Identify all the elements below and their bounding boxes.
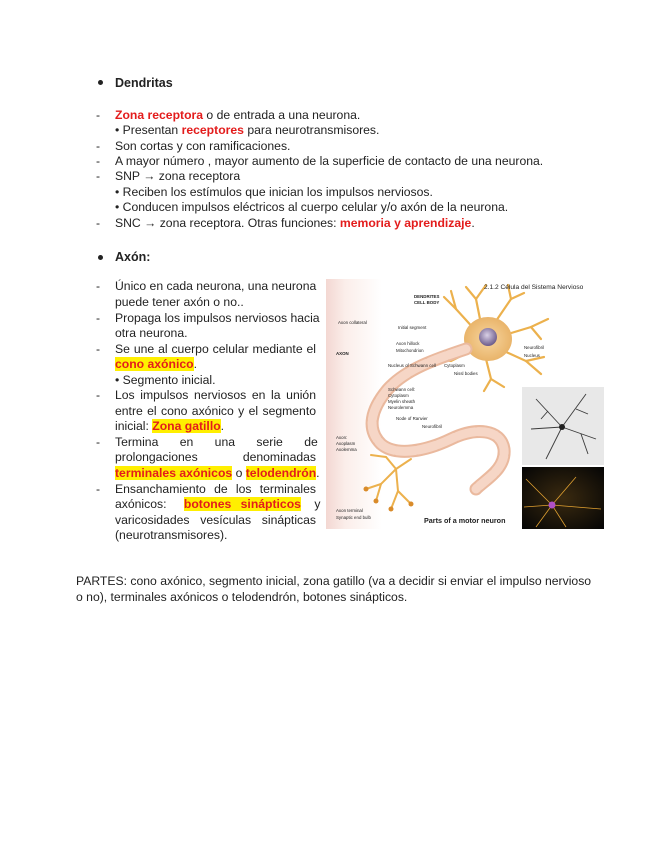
term-telodendron: telodendrón — [245, 466, 317, 480]
dendritas-item-7: • Conducen impulsos eléctricos al cuerpo celular y/o axón de la neurona. — [115, 200, 509, 214]
axon-line — [115, 466, 320, 482]
dash: - — [96, 388, 101, 402]
axon-line — [115, 419, 224, 435]
term-zona-receptora: Zona receptora — [115, 108, 204, 122]
text: o de entrada a una neurona. — [203, 108, 361, 122]
dendritas-item-3: Son cortas y con ramificaciones. — [115, 139, 291, 153]
label-nucleus: Nucleus — [524, 353, 540, 358]
synaptic-bulb — [364, 487, 369, 492]
label-axoplasm: Axoplasm — [336, 441, 356, 446]
label-nissl-bodies: Nissl bodies — [454, 371, 478, 376]
term-cono-axonico: cono axónico — [115, 357, 194, 371]
axon-line: varicosidades vesículas sinápticas — [115, 513, 316, 527]
axon-line: Termina en una serie de — [115, 435, 318, 449]
label-schwann-cell: Schwann cell: — [388, 387, 416, 392]
text: . — [316, 466, 320, 480]
text: axónicos: — [115, 497, 170, 511]
axon-line: (neurotransmisores). — [115, 528, 228, 542]
dash: - — [96, 279, 101, 293]
micrograph-soma — [559, 424, 565, 430]
bullet-dot — [98, 255, 103, 260]
dendritas-item-8 — [115, 216, 475, 231]
dendritas-item-6: • Reciben los estímulos que inician los impulsos nerviosos. — [115, 185, 433, 199]
label-dendrites: DENDRITES — [414, 294, 440, 299]
axon-line: puede tener axón o no.. — [115, 295, 244, 309]
dash: - — [96, 169, 101, 183]
label-synaptic-end-bulb: Synaptic end bulb — [336, 515, 371, 520]
synaptic-bulb — [374, 499, 379, 504]
dendritas-item-4: A mayor número , mayor aumento de la superficie de contacto de una neurona. — [115, 154, 544, 168]
section-heading-axon: Axón: — [115, 250, 151, 264]
text: . — [220, 419, 225, 433]
dash: - — [96, 435, 101, 449]
dash: - — [96, 108, 101, 122]
term-zona-gatillo: Zona gatillo — [152, 419, 221, 433]
label-myelin-sheath: Myelin sheath — [388, 399, 416, 404]
term-receptores: receptores — [181, 123, 244, 137]
text: . — [471, 216, 475, 230]
axon-line: prolongaciones denominadas — [115, 450, 316, 464]
text: para neurotransmisores. — [243, 123, 380, 137]
partes-line-2: o no), terminales axónicos o telodendrón, botones sinápticos. — [76, 590, 408, 604]
text: y — [310, 497, 321, 511]
axon-line: entre el cono axónico y el segmento — [115, 404, 316, 418]
label-axon-collateral: Axon collateral — [338, 320, 367, 325]
label-neurofibril: Neurofibril — [524, 345, 545, 350]
label-nucleus-schwann: Nucleus of Schwann cell — [388, 363, 436, 368]
axon-line: Único en cada neurona, una neurona — [115, 279, 317, 293]
label-axon-2: Axon: — [336, 435, 348, 440]
term-memoria-aprendizaje: memoria y aprendizaje — [339, 216, 472, 230]
synaptic-bulb — [409, 502, 414, 507]
dendritas-item-2 — [115, 123, 379, 138]
partes-line-1: PARTES: cono axónico, segmento inicial, zona gatillo (va a decidir si enviar el impulso nervioso — [76, 574, 592, 588]
label-mitochondrion: Mitochondrion — [396, 348, 424, 353]
dash: - — [96, 342, 101, 356]
dendritas-item-1 — [115, 108, 360, 123]
dendritas-item-5: SNP → zona receptora — [115, 169, 241, 183]
term-terminales-axonicos: terminales axónicos — [115, 466, 233, 480]
micrograph-dark-soma — [549, 502, 556, 509]
figure-caption: Parts of a motor neuron — [424, 516, 506, 525]
dash: - — [96, 139, 101, 153]
axon-line: Propaga los impulsos nerviosos hacia — [115, 311, 320, 325]
label-axolemma: Axolemma — [336, 447, 357, 452]
bullet-dot — [98, 80, 103, 85]
axon-line: otra neurona. — [115, 326, 188, 340]
dash: - — [96, 311, 101, 325]
label-neurolemma: Neurolemma — [388, 405, 414, 410]
neuron-figure — [326, 279, 604, 529]
motor-neuron-illustration — [326, 279, 604, 529]
axon-line — [115, 497, 321, 513]
axon-line: Se une al cuerpo celular mediante el — [115, 342, 316, 356]
nucleus-shape — [479, 328, 497, 346]
label-initial-segment: Initial segment — [398, 325, 427, 330]
text: inicial: — [115, 419, 153, 433]
synaptic-bulb — [389, 507, 394, 512]
axon-line: • Segmento inicial. — [115, 373, 216, 387]
axon-line: Los impulsos nerviosos en la unión — [115, 388, 316, 402]
label-cytoplasm-2: Cytoplasm — [388, 393, 409, 398]
axon-line: Ensanchamiento de los terminales — [115, 482, 316, 496]
label-axon-hillock: Axon hillock — [396, 341, 420, 346]
text: . — [193, 357, 197, 371]
dash: - — [96, 482, 101, 496]
neuron-micrograph-dark — [522, 467, 604, 529]
figure-title: 2.1.2 Célula del Sistema Nervioso — [484, 284, 584, 291]
text: • Presentan — [115, 123, 182, 137]
label-node-of-ranvier: Node of Ranvier — [396, 416, 428, 421]
term-botones-sinapticos: botones sinápticos — [183, 497, 301, 511]
label-neurofibril-2: Neurofibril — [422, 424, 443, 429]
label-axon: AXON — [336, 351, 349, 356]
axon-line — [115, 357, 197, 373]
text: SNC → zona receptora. Otras funciones: — [115, 216, 340, 230]
dash: - — [96, 154, 101, 168]
section-heading-dendritas: Dendritas — [115, 76, 173, 90]
text: o — [232, 466, 246, 480]
label-axon-terminal: Axon terminal — [336, 508, 363, 513]
label-cytoplasm: Cytoplasm — [444, 363, 465, 368]
dash: - — [96, 216, 101, 230]
label-cell-body: CELL BODY — [414, 300, 440, 305]
